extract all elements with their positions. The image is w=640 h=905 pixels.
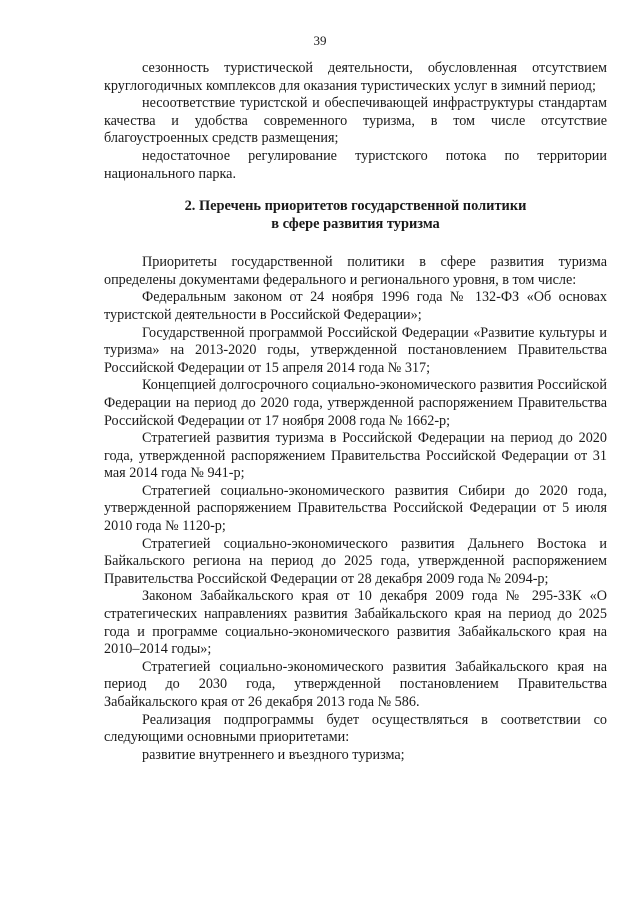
body-paragraph: Законом Забайкальского края от 10 декабря 2009 года № 295-ЗЗК «О стратегических направлениях развития Забайкальского края на период до 2025 года и программе социально-экономического развития Забайкальского края на 2010–2014 годы»; <box>104 588 607 658</box>
intro-paragraph: недостаточное регулирование туристского потока по территории национального парка. <box>104 147 607 182</box>
body-paragraph: Федеральным законом от 24 ноября 1996 года № 132-ФЗ «Об основах туристской деятельности в Российской Федерации»; <box>104 289 607 323</box>
body-paragraph: Стратегией социально-экономического развития Дальнего Востока и Байкальского региона на период до 2025 года, утвержденной распоряжением Правительства Российской Федерации от 28 декабря 2009 года № 2094-р; <box>104 535 607 587</box>
intro-paragraph: несоответствие туристской и обеспечивающей инфраструктуры стандартам качества и удобства современного туризма, в том числе отсутствие благоустроенных средств размещения; <box>104 95 607 147</box>
body-paragraph: Стратегией социально-экономического развития Забайкальского края на период до 2030 года, утвержденной постановлением Правительства Забайкальского края от 26 декабря 2013 года № 586. <box>104 658 607 710</box>
section-heading-line-1: 2. Перечень приоритетов государственной политики <box>184 198 527 215</box>
section-heading-line-2: в сфере развития туризма <box>271 216 440 233</box>
body-paragraph: Приоритеты государственной политики в сфере развития туризма определены документами федерального и регионального уровня, в том числе: <box>104 254 607 288</box>
body-paragraph: Государственной программой Российской Федерации «Развитие культуры и туризма» на 2013-2020 годы, утвержденной постановлением Правительства Российской Федерации от 15 апреля 2014 года № 317; <box>104 324 607 376</box>
document-body <box>104 60 607 764</box>
body-paragraph: Стратегией развития туризма в Российской Федерации на период до 2020 года, утвержденной распоряжением Правительства Российской Федерации от 31 мая 2014 года № 941-р; <box>104 430 607 482</box>
body-paragraph: развитие внутреннего и въездного туризма; <box>142 746 405 763</box>
spacer <box>104 233 607 254</box>
body-paragraph: Концепцией долгосрочного социально-экономического развития Российской Федерации на период до 2020 года, утвержденной распоряжением Правительства Российской Федерации от 17 ноября 2008 года № 1662-р; <box>104 377 607 429</box>
section-heading <box>104 197 607 233</box>
page-number: 39 <box>313 33 327 48</box>
body-paragraph: Реализация подпрограммы будет осуществляться в соответствии со следующими основными приоритетами: <box>104 711 607 746</box>
intro-paragraph: сезонность туристической деятельности, обусловленная отсутствием круглогодичных комплексов для оказания туристических услуг в зимний период; <box>104 60 607 94</box>
spacer <box>104 183 607 197</box>
body-paragraph: Стратегией социально-экономического развития Сибири до 2020 года, утвержденной распоряжением Правительства Российской Федерации от 5 июля 2010 года № 1120-р; <box>104 482 607 535</box>
